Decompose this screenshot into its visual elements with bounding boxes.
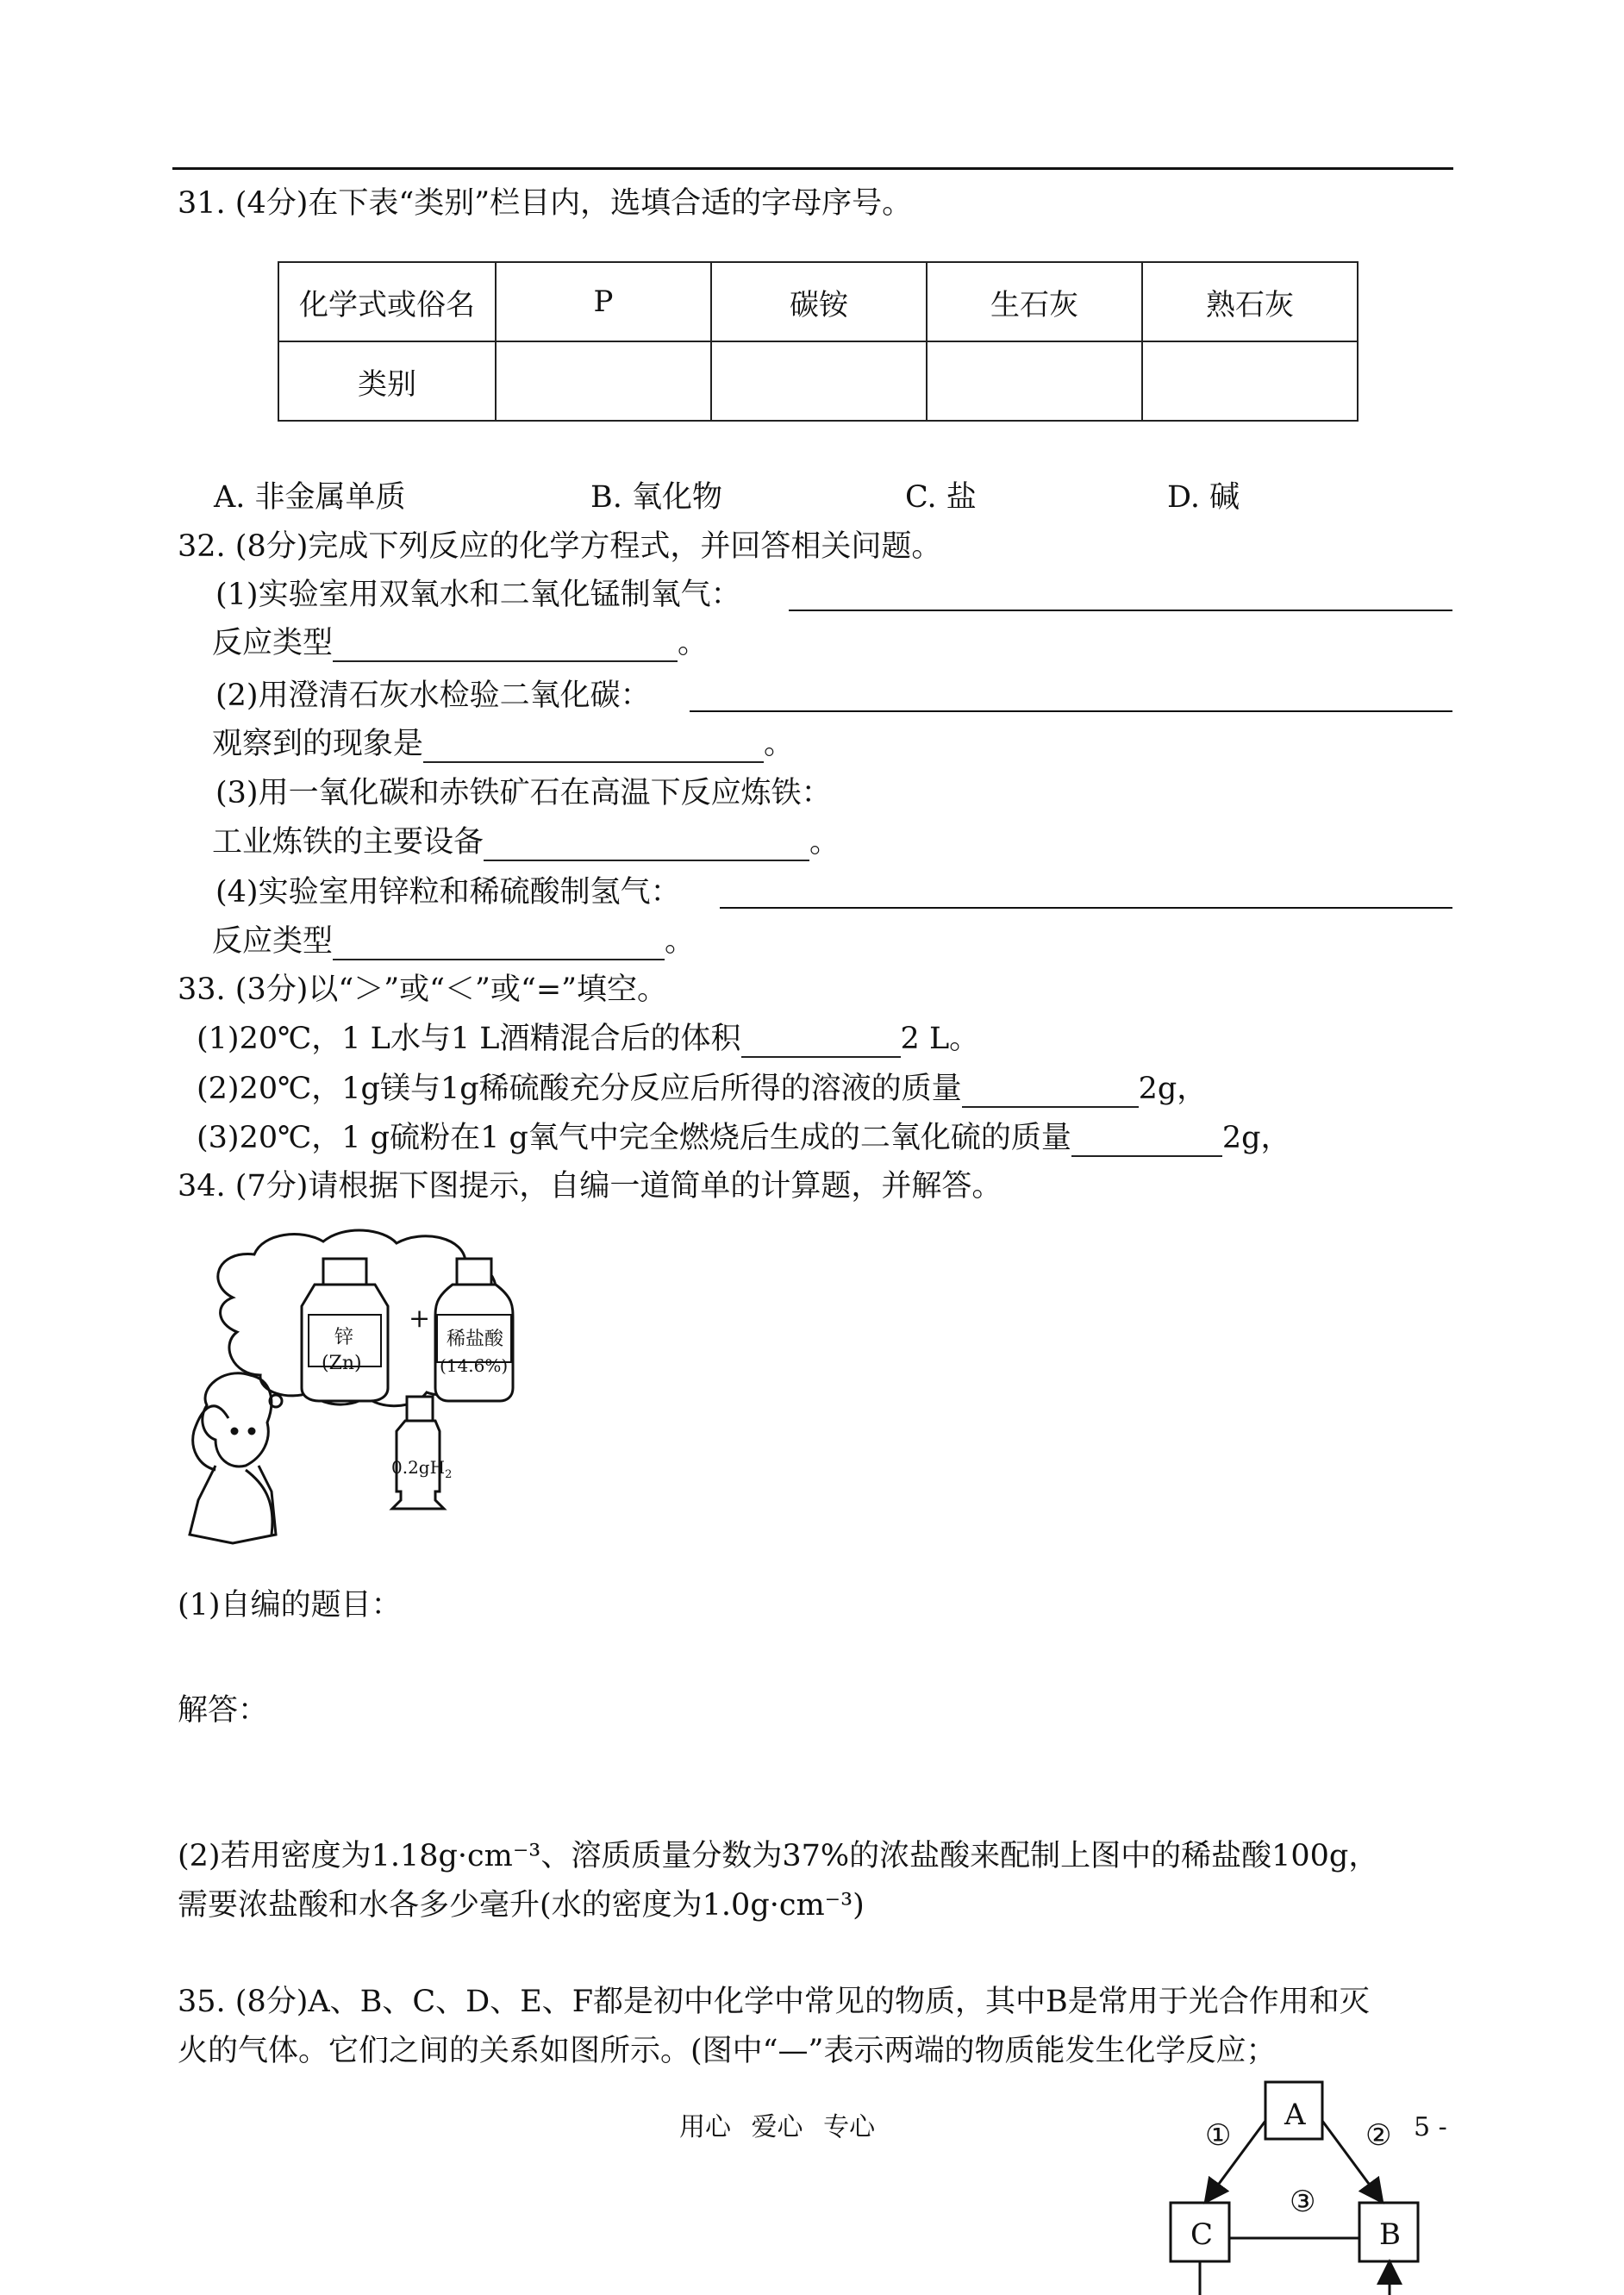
option-a: A. 非金属单质: [214, 480, 406, 515]
answer-blank[interactable]: [333, 629, 678, 662]
node-b: B: [1379, 2217, 1401, 2252]
q32-part3-device: 工业炼铁的主要设备 。: [212, 825, 840, 860]
q32-part4: (4)实验室用锌粒和稀硫酸制氢气：: [215, 875, 681, 910]
table-cell: P: [496, 262, 711, 341]
q34-answer-label: 解答：: [178, 1693, 269, 1728]
marker-1: ①: [1205, 2118, 1232, 2153]
answer-blank[interactable]: [333, 928, 665, 960]
q33-stem: 33. (3分)以“＞”或“＜”或“=”填空。: [178, 972, 668, 1007]
hydrogen-label: $0.2gH_2$: [391, 1457, 453, 1481]
zinc-acid-figure: [181, 1224, 586, 1552]
table-head-category: 类别: [278, 341, 496, 421]
option-b: B. 氧化物: [590, 480, 722, 515]
q33-sub1: (1)20℃，1 L水与1 L酒精混合后的体积 2 L。: [197, 1022, 980, 1056]
zinc-label: 锌: [334, 1327, 354, 1348]
q34-stem: 34. (7分)请根据下图提示，自编一道简单的计算题，并解答。: [178, 1169, 1003, 1204]
answer-blank[interactable]: [1071, 1124, 1222, 1157]
category-answer-cell[interactable]: [496, 341, 711, 421]
category-answer-cell[interactable]: [927, 341, 1142, 421]
q32-part1: (1)实验室用双氧水和二氧化锰制氧气：: [215, 578, 741, 612]
table-cell: 熟石灰: [1142, 262, 1358, 341]
page-number: 5 -: [1414, 2112, 1447, 2142]
q33-sub2: (2)20℃，1g镁与1g稀硫酸充分反应后所得的溶液的质量 2g，: [197, 1072, 1208, 1106]
option-d: D. 碱: [1167, 480, 1240, 515]
answer-line[interactable]: [720, 907, 1452, 909]
node-c: C: [1190, 2217, 1214, 2252]
q32-stem: 32. (8分)完成下列反应的化学方程式，并回答相关问题。: [178, 529, 942, 564]
q32-part1-type: 反应类型 。: [212, 626, 709, 660]
q35-line1: 35. (8分)A、B、C、D、E、F都是初中化学中常见的物质，其中B是常用于光合作用和灭: [178, 1985, 1370, 2019]
category-answer-cell[interactable]: [711, 341, 927, 421]
option-c: C. 盐: [905, 480, 977, 515]
q32-part2: (2)用澄清石灰水检验二氧化碳：: [215, 678, 651, 713]
q32-part3: (3)用一氧化碳和赤铁矿石在高温下反应炼铁：: [215, 776, 832, 810]
acid-label: 稀盐酸: [447, 1329, 504, 1350]
table-cell: 碳铵: [711, 262, 927, 341]
node-a: A: [1284, 2098, 1306, 2132]
answer-blank[interactable]: [484, 829, 809, 861]
q35-line2: 火的气体。它们之间的关系如图所示。(图中“—”表示两端的物质能发生化学反应；: [178, 2034, 1277, 2068]
answer-blank[interactable]: [962, 1075, 1139, 1108]
answer-blank[interactable]: [741, 1025, 901, 1058]
q32-part4-type: 反应类型 。: [212, 924, 696, 959]
answer-line[interactable]: [789, 610, 1452, 611]
table-head-formula: 化学式或俗名: [278, 262, 496, 341]
header-rule: [172, 167, 1453, 170]
q34-part1: (1)自编的题目：: [178, 1588, 402, 1623]
marker-2: ②: [1365, 2118, 1392, 2153]
student-drawing: [190, 1373, 276, 1543]
footer-motto: 用心 爱心 专心: [679, 2112, 876, 2142]
category-answer-cell[interactable]: [1142, 341, 1358, 421]
q34-part2: (2)若用密度为1.18g·cm⁻³、溶质质量分数为37%的浓盐酸来配制上图中的稀盐酸100g，: [178, 1839, 1379, 1873]
q31-stem: 31. (4分)在下表“类别”栏目内，选填合适的字母序号。: [178, 186, 913, 221]
table-cell: 生石灰: [927, 262, 1142, 341]
zinc-formula: (Zn): [322, 1353, 362, 1374]
marker-3: ③: [1290, 2185, 1316, 2219]
q32-part2-obs: 观察到的现象是 。: [212, 727, 795, 761]
acid-concentration: (14.6%): [440, 1355, 509, 1376]
q34-part2-cont: 需要浓盐酸和水各多少毫升(水的密度为1.0g·cm⁻³): [178, 1888, 865, 1923]
answer-line[interactable]: [690, 710, 1452, 712]
q31-table: [278, 261, 1359, 422]
answer-blank[interactable]: [423, 730, 764, 763]
q33-sub3: (3)20℃，1 g硫粉在1 g氧气中完全燃烧后生成的二氧化硫的质量 2g，: [197, 1121, 1291, 1155]
plus-sign: +: [409, 1304, 431, 1334]
